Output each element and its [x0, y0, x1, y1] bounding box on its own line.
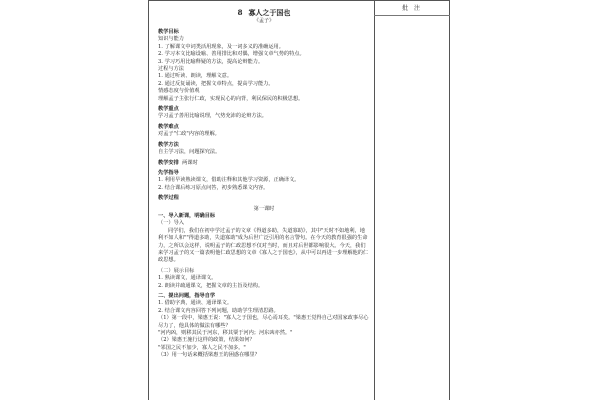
- preview-heading: 先学指导: [158, 169, 179, 176]
- step2-heading: 二、提出问题，指导自学: [158, 293, 216, 299]
- step2-qa: "河内凶，则移其民于河东，移其粟于河内；河东凶亦然。": [158, 330, 293, 337]
- step2-item: 1. 借助字典，通读、通译课文。: [158, 300, 233, 307]
- process-method-heading: 过程与方法: [158, 66, 184, 73]
- step1-heading: 一、导入新课，明确目标: [158, 212, 216, 219]
- frame-left-border: [148, 0, 149, 400]
- methods-text: 自主学习法，问题探究法。: [158, 149, 221, 156]
- knowledge-item: 2. 学习本文比喻设喻、善用排比和对偶，增强文章气势的特点。: [158, 51, 305, 58]
- emotion-heading: 情感态度与价值观: [158, 88, 200, 95]
- lesson-plan-body: [158, 4, 370, 360]
- margin-header-line: [374, 15, 450, 16]
- knowledge-item: 3. 学习巧用比喻释疑的方法，提高论辩能力。: [158, 58, 264, 65]
- difficulty-heading: 教学难点: [158, 123, 179, 130]
- key-points-text: 学习孟子善用比喻说理，气势充沛的论辩方法。: [158, 113, 267, 120]
- margin-column-title: 批 注: [402, 5, 422, 12]
- step1-goal-item: 2. 朗读并疏通课文，把握文章的主旨及结构。: [158, 282, 264, 289]
- frame-right-border: [449, 0, 450, 400]
- step2-qa: "邻国之民不加少，寡人之民不加多。": [158, 344, 246, 351]
- difficulty-text: 对孟子"仁政"内容的理解。: [158, 131, 220, 138]
- knowledge-heading: 知识与能力: [158, 36, 184, 43]
- methods-heading: 教学方法: [158, 141, 179, 148]
- step1-subheading-2: （二）展示目标: [158, 267, 195, 274]
- period-label: 第一课时: [253, 205, 275, 212]
- lesson-author: 《孟子》: [253, 18, 274, 24]
- schedule-heading: 教学安排: [158, 159, 179, 166]
- schedule-line: [158, 160, 370, 167]
- process-method-item: 1. 通过听读、朗读，理解文意。: [158, 73, 233, 80]
- step1-goal-item: 1. 熟读课文，通译课文。: [158, 275, 217, 282]
- step1-subheading: （一）导入: [158, 220, 184, 227]
- key-points-heading: 教学重点: [158, 106, 179, 113]
- lesson-title: [158, 8, 370, 18]
- frame-column-divider: [374, 0, 375, 400]
- goals-heading: 教学目标: [158, 29, 179, 35]
- step2-qa: （2）梁惠王施行这样的政策，结果如何？: [158, 337, 255, 344]
- step2-item: 2. 结合课文内容回答下列问题，助助学生理清思路。: [158, 307, 279, 314]
- lesson-title-text: 寡人之于国也: [248, 8, 291, 17]
- frame-top-border: [148, 0, 450, 1]
- knowledge-item: 1. 了解课文中词类活用现象，及一词多义的准确运用。: [158, 43, 284, 50]
- process-heading: 教学过程: [158, 195, 179, 202]
- process-method-item: 2. 通过反复诵读，把握文章特点，提高学习能力。: [158, 80, 274, 87]
- preview-item: 1. 利用早读熟读课文，借助注释和其他学习资源，正确译文。: [158, 177, 300, 184]
- emotion-text: 理解孟子主张行仁政，实现民心的向背，利民保民的积极思想。: [158, 95, 304, 102]
- step2-qa: （1）第一段中，梁惠王说："寡人之于国也，尽心焉耳矣。"梁惠王觉得自己对国家政事尽心尽力了，他具体的做法有哪些？: [158, 315, 369, 329]
- step1-paragraph: 同学们，我们在初中学过孟子的文章《得道多助，失道寡助》，其中"天时不如地利，地利不如人和""得道多助，失道寡助"成为后世广泛引用的名言警句。在今天的教育很强的生命力，之所以会这样，说明孟子的仁政思想不仅对当时，而且对后世都影响很大。今天，我们来学习孟子的又一篇表明他仁政思想的文章《寡人之于国也》，从中可以再进一步理解他的仁政思想。: [158, 227, 369, 264]
- lesson-number: 8: [237, 8, 243, 17]
- schedule-text: 两课时: [182, 159, 198, 166]
- step2-qa: （3）用一句话来概括梁惠王的困惑在哪里？: [158, 352, 260, 359]
- preview-item: 2. 结合课后练习原点问答，初步熟悉课文内容。: [158, 184, 269, 191]
